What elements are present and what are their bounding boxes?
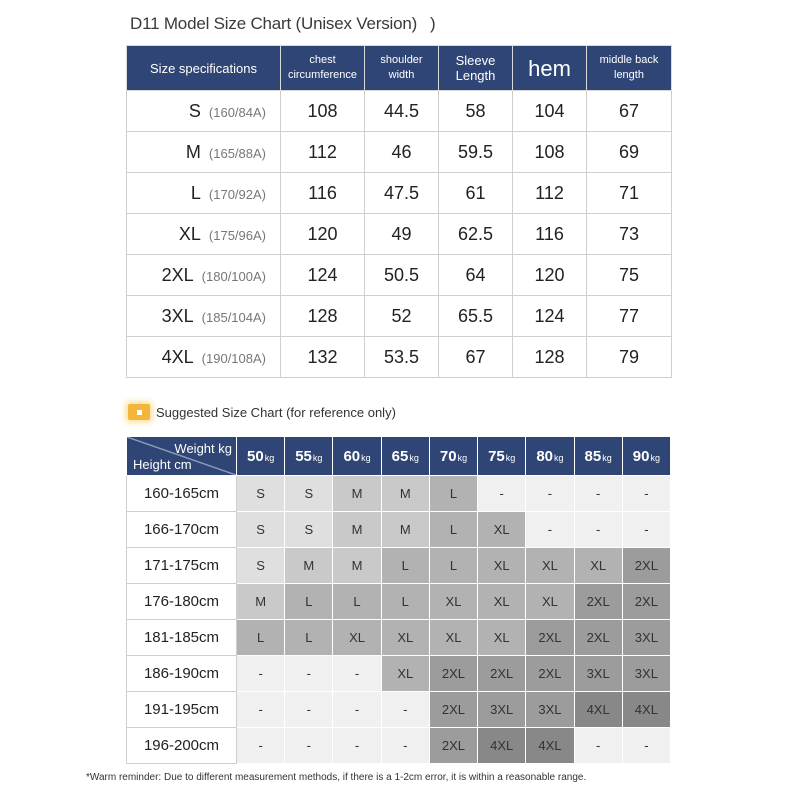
measurement-cell: 124 xyxy=(513,296,587,337)
weight-unit: kg xyxy=(409,452,419,463)
size-cell xyxy=(127,132,281,173)
measurement-cell: 120 xyxy=(513,255,587,296)
size-recommendation-cell: L xyxy=(429,548,477,584)
size-standard: (180/100A) xyxy=(201,268,266,284)
measurement-cell: 44.5 xyxy=(365,91,439,132)
size-recommendation-cell: - xyxy=(381,692,429,728)
size-code: L xyxy=(190,182,201,203)
weight-value: 85 xyxy=(584,447,602,465)
measurement-cell: 62.5 xyxy=(439,214,513,255)
size-recommendation-cell: XL xyxy=(574,548,622,584)
size-recommendation-cell: XL xyxy=(333,620,381,656)
size-recommendation-cell: - xyxy=(333,656,381,692)
weight-value: 80 xyxy=(536,447,553,465)
size-cell xyxy=(127,91,281,132)
size-standard: (170/92A) xyxy=(208,186,266,202)
measurement-cell: 112 xyxy=(513,173,587,214)
size-standard: (175/96A) xyxy=(208,227,266,243)
title-paren: ) xyxy=(430,14,436,33)
size-recommendation-cell: XL xyxy=(381,656,429,692)
measurement-cell: 50.5 xyxy=(365,255,439,296)
size-recommendation-cell: M xyxy=(381,512,429,548)
size-standard: (185/104A) xyxy=(201,309,266,325)
weight-unit: kg xyxy=(312,452,323,463)
size-recommendation-cell: XL xyxy=(381,620,429,656)
size-code: 2XL xyxy=(161,264,194,285)
size-recommendation-cell: - xyxy=(237,692,285,728)
measurement-cell: 104 xyxy=(513,91,587,132)
weight-value: 75 xyxy=(488,447,505,465)
size-standard: (160/84A) xyxy=(208,104,266,120)
suggested-row xyxy=(127,728,671,764)
size-recommendation-cell: 3XL xyxy=(574,656,622,692)
spec-header-cell: middle back length xyxy=(587,46,672,91)
size-recommendation-cell: M xyxy=(285,548,333,584)
weight-unit: kg xyxy=(264,452,275,463)
weight-header-cell xyxy=(333,437,381,476)
measurement-cell: 69 xyxy=(587,132,672,173)
measurement-cell: 46 xyxy=(365,132,439,173)
suggested-row xyxy=(127,512,671,548)
size-recommendation-cell: XL xyxy=(478,512,526,548)
size-recommendation-cell: 3XL xyxy=(622,620,670,656)
suggested-row xyxy=(127,476,671,512)
size-recommendation-cell: S xyxy=(237,476,285,512)
size-standard: (165/88A) xyxy=(208,145,266,161)
size-recommendation-cell: XL xyxy=(478,548,526,584)
height-cell: 181-185cm xyxy=(127,620,237,656)
size-cell xyxy=(127,173,281,214)
spec-row xyxy=(127,296,672,337)
size-recommendation-cell: - xyxy=(574,476,622,512)
size-recommendation-cell: S xyxy=(285,512,333,548)
weight-unit: kg xyxy=(554,452,564,463)
size-recommendation-cell: L xyxy=(333,584,381,620)
weight-header-cell xyxy=(574,437,622,476)
spec-body xyxy=(127,91,672,378)
size-chart-title: D11 Model Size Chart (Unisex Version) xyxy=(130,14,418,33)
measurement-cell: 67 xyxy=(587,91,672,132)
size-recommendation-cell: M xyxy=(333,512,381,548)
size-recommendation-cell: M xyxy=(237,584,285,620)
spec-header-cell: shoulder width xyxy=(365,46,439,91)
measurement-cell: 58 xyxy=(439,91,513,132)
size-recommendation-cell: XL xyxy=(429,584,477,620)
size-recommendation-cell: - xyxy=(622,728,670,764)
measurement-cell: 52 xyxy=(365,296,439,337)
weight-header-cell xyxy=(285,437,333,476)
weight-header-cell xyxy=(237,437,285,476)
size-code: M xyxy=(185,141,201,162)
height-cell: 196-200cm xyxy=(127,728,237,764)
measurement-cell: 64 xyxy=(439,255,513,296)
spec-row xyxy=(127,132,672,173)
measurement-cell: 128 xyxy=(281,296,365,337)
size-recommendation-cell: L xyxy=(381,584,429,620)
size-recommendation-cell: - xyxy=(574,728,622,764)
weight-label: Weight kg xyxy=(174,441,232,456)
size-recommendation-cell: 4XL xyxy=(622,692,670,728)
measurement-cell: 112 xyxy=(281,132,365,173)
height-cell: 186-190cm xyxy=(127,656,237,692)
size-recommendation-cell: 2XL xyxy=(429,656,477,692)
weight-value: 90 xyxy=(632,447,650,465)
measurement-cell: 128 xyxy=(513,337,587,378)
measurement-cell: 53.5 xyxy=(365,337,439,378)
size-spec-table xyxy=(126,45,672,378)
weight-value: 50 xyxy=(247,447,264,465)
size-recommendation-cell: 2XL xyxy=(526,620,574,656)
size-recommendation-cell: 2XL xyxy=(478,656,526,692)
suggested-title: Suggested Size Chart (for reference only) xyxy=(156,404,396,420)
size-recommendation-cell: 3XL xyxy=(526,692,574,728)
suggested-heading xyxy=(128,402,396,422)
spec-header-row xyxy=(127,46,672,91)
size-recommendation-cell: M xyxy=(333,548,381,584)
size-recommendation-cell: XL xyxy=(526,548,574,584)
size-recommendation-cell: S xyxy=(237,548,285,584)
measurement-cell: 124 xyxy=(281,255,365,296)
size-recommendation-cell: 3XL xyxy=(478,692,526,728)
spec-header-cell: hem xyxy=(513,46,587,91)
measurement-cell: 67 xyxy=(439,337,513,378)
suggested-size-table xyxy=(126,436,671,764)
bullet-icon xyxy=(128,404,150,420)
measurement-cell: 120 xyxy=(281,214,365,255)
measurement-cell: 79 xyxy=(587,337,672,378)
weight-header-cell xyxy=(429,437,477,476)
size-recommendation-cell: 2XL xyxy=(526,656,574,692)
height-cell: 191-195cm xyxy=(127,692,237,728)
size-cell xyxy=(127,296,281,337)
height-label: Height cm xyxy=(133,457,192,472)
measurement-cell: 116 xyxy=(513,214,587,255)
size-code: 3XL xyxy=(161,305,194,326)
size-recommendation-cell: - xyxy=(574,512,622,548)
suggested-row xyxy=(127,548,671,584)
weight-header-cell xyxy=(622,437,670,476)
size-recommendation-cell: 2XL xyxy=(622,548,670,584)
spec-row xyxy=(127,337,672,378)
weight-value: 70 xyxy=(439,447,457,465)
suggested-body xyxy=(127,476,671,764)
size-recommendation-cell: 2XL xyxy=(429,692,477,728)
spec-row xyxy=(127,255,672,296)
size-cell xyxy=(127,255,281,296)
size-recommendation-cell: M xyxy=(333,476,381,512)
measurement-cell: 73 xyxy=(587,214,672,255)
measurement-cell: 77 xyxy=(587,296,672,337)
spec-header-cell: Sleeve Length xyxy=(439,46,513,91)
size-recommendation-cell: - xyxy=(526,476,574,512)
suggested-row xyxy=(127,584,671,620)
warm-reminder: *Warm reminder: Due to different measurement methods, if there is a 1-2cm error, it is within a reasonable range. xyxy=(86,772,587,783)
size-recommendation-cell: L xyxy=(429,476,477,512)
size-recommendation-cell: 4XL xyxy=(526,728,574,764)
size-recommendation-cell: 3XL xyxy=(622,656,670,692)
measurement-cell: 49 xyxy=(365,214,439,255)
size-recommendation-cell: 4XL xyxy=(574,692,622,728)
size-recommendation-cell: 4XL xyxy=(478,728,526,764)
measurement-cell: 59.5 xyxy=(439,132,513,173)
size-recommendation-cell: - xyxy=(237,656,285,692)
spec-header-cell: Size specifications xyxy=(127,46,281,91)
suggested-row xyxy=(127,692,671,728)
weight-value: 60 xyxy=(343,447,361,465)
size-recommendation-cell: - xyxy=(285,656,333,692)
size-recommendation-cell: XL xyxy=(478,584,526,620)
measurement-cell: 116 xyxy=(281,173,365,214)
weight-unit: kg xyxy=(505,452,516,463)
size-recommendation-cell: XL xyxy=(429,620,477,656)
size-recommendation-cell: L xyxy=(381,548,429,584)
size-recommendation-cell: S xyxy=(285,476,333,512)
measurement-cell: 132 xyxy=(281,337,365,378)
size-recommendation-cell: - xyxy=(622,512,670,548)
measurement-cell: 61 xyxy=(439,173,513,214)
size-standard: (190/108A) xyxy=(201,350,266,366)
size-recommendation-cell: M xyxy=(381,476,429,512)
weight-header-cell xyxy=(381,437,429,476)
size-cell xyxy=(127,214,281,255)
spec-row xyxy=(127,173,672,214)
weight-unit: kg xyxy=(361,452,371,463)
size-recommendation-cell: 2XL xyxy=(574,584,622,620)
spec-row xyxy=(127,214,672,255)
size-recommendation-cell: - xyxy=(237,728,285,764)
size-recommendation-cell: - xyxy=(285,728,333,764)
measurement-cell: 108 xyxy=(281,91,365,132)
size-recommendation-cell: L xyxy=(285,584,333,620)
weight-header-cell xyxy=(478,437,526,476)
weight-value: 55 xyxy=(295,447,312,465)
height-cell: 176-180cm xyxy=(127,584,237,620)
size-cell xyxy=(127,337,281,378)
size-recommendation-cell: - xyxy=(333,692,381,728)
measurement-cell: 65.5 xyxy=(439,296,513,337)
measurement-cell: 71 xyxy=(587,173,672,214)
size-recommendation-cell: - xyxy=(622,476,670,512)
size-code: 4XL xyxy=(161,346,194,367)
suggested-row xyxy=(127,656,671,692)
size-recommendation-cell: XL xyxy=(526,584,574,620)
spec-row xyxy=(127,91,672,132)
size-recommendation-cell: L xyxy=(429,512,477,548)
measurement-cell: 108 xyxy=(513,132,587,173)
size-recommendation-cell: 2XL xyxy=(429,728,477,764)
size-recommendation-cell: 2XL xyxy=(622,584,670,620)
weight-unit: kg xyxy=(650,452,660,463)
size-recommendation-cell: S xyxy=(237,512,285,548)
size-recommendation-cell: - xyxy=(478,476,526,512)
height-cell: 160-165cm xyxy=(127,476,237,512)
spec-header-cell: chest circumference xyxy=(281,46,365,91)
corner-cell xyxy=(127,437,237,476)
size-recommendation-cell: XL xyxy=(478,620,526,656)
size-recommendation-cell: L xyxy=(237,620,285,656)
size-code: S xyxy=(188,100,201,121)
size-recommendation-cell: - xyxy=(333,728,381,764)
size-recommendation-cell: - xyxy=(285,692,333,728)
weight-header-row xyxy=(127,437,671,476)
weight-value: 65 xyxy=(391,447,409,465)
size-recommendation-cell: - xyxy=(381,728,429,764)
weight-unit: kg xyxy=(457,452,468,463)
suggested-row xyxy=(127,620,671,656)
measurement-cell: 75 xyxy=(587,255,672,296)
size-recommendation-cell: L xyxy=(285,620,333,656)
size-code: XL xyxy=(178,223,201,244)
weight-header-cell xyxy=(526,437,574,476)
weight-unit: kg xyxy=(602,452,612,463)
size-recommendation-cell: 2XL xyxy=(574,620,622,656)
measurement-cell: 47.5 xyxy=(365,173,439,214)
size-recommendation-cell: - xyxy=(526,512,574,548)
height-cell: 166-170cm xyxy=(127,512,237,548)
height-cell: 171-175cm xyxy=(127,548,237,584)
